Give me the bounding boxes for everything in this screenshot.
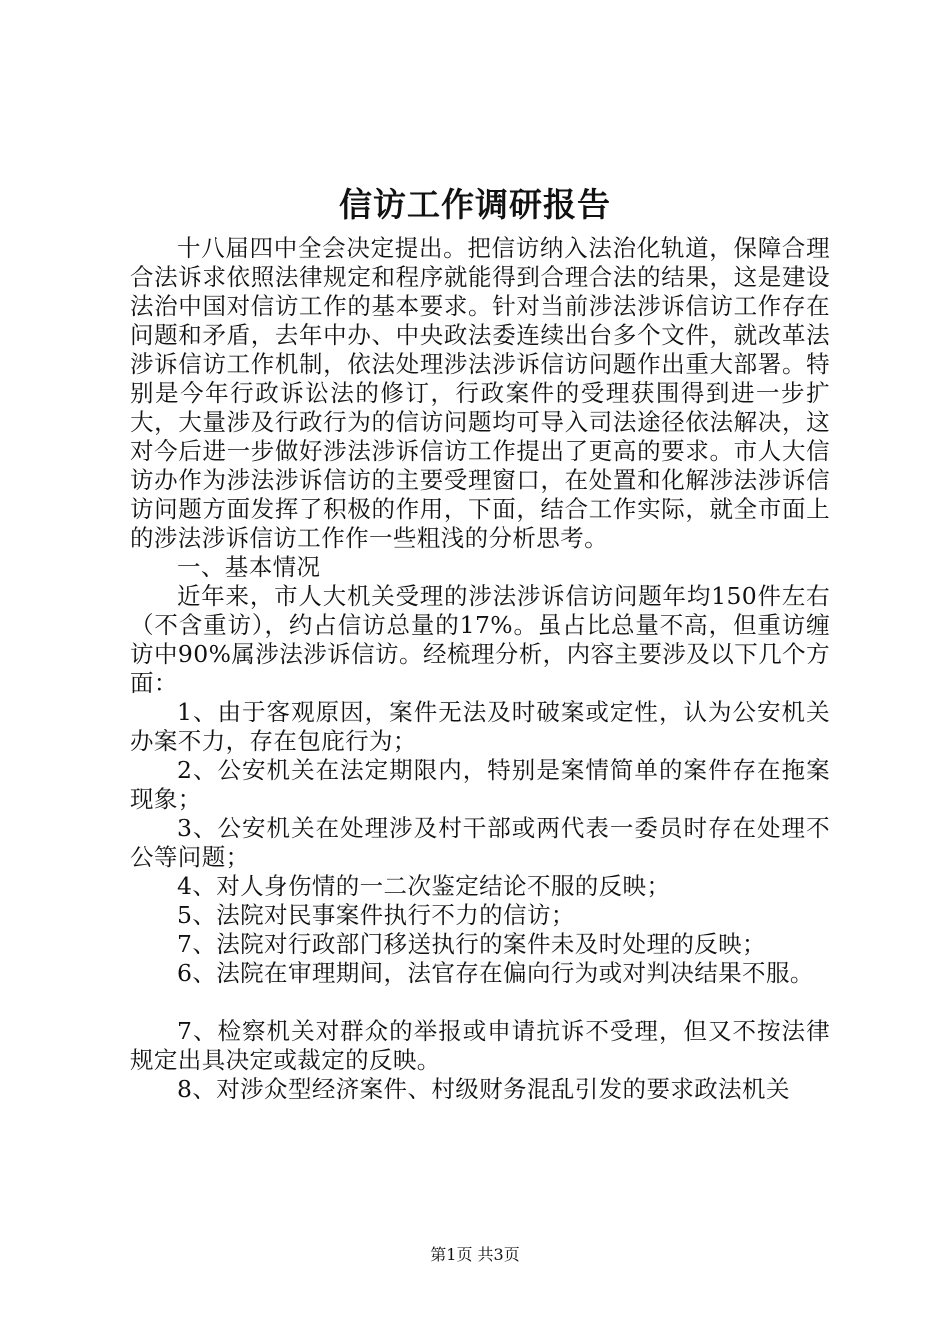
list-item: 4、对人身伤情的一二次鉴定结论不服的反映； <box>177 872 671 900</box>
document-title: 信访工作调研报告 <box>339 185 611 224</box>
blank-line <box>130 988 830 1017</box>
paragraph-overview: 近年来，市人大机关受理的涉法涉诉信访问题年均150件左右（不含重访），约占信访总量的17%。虽占比总量不高，但重访缠访中90%属涉法涉诉信访。经梳理分析，内容主要涉及以下几个方面： <box>130 582 830 697</box>
list-item: 8、对涉众型经济案件、村级财务混乱引发的要求政法机关 <box>177 1075 790 1103</box>
paragraph-intro: 十八届四中全会决定提出。把信访纳入法治化轨道，保障合理合法诉求依照法律规定和程序就能得到合理合法的结果，这是建设法治中国对信访工作的基本要求。针对当前涉法涉诉信访工作存在问题和矛盾，去年中办、中央政法委连续出台多个文件，就改革法涉诉信访工作机制，依法处理涉法涉诉信访问题作出重大部署。特别是今年行政诉讼法的修订，行政案件的受理获围得到进一步扩大，大量涉及行政行为的信访问题均可导入司法途径依法解决，这对今后进一步做好涉法涉诉信访工作提出了更高的要求。市人大信访办作为涉法涉诉信访的主要受理窗口，在处置和化解涉法涉诉信访问题方面发挥了积极的作用，下面，结合工作实际，就全市面上的涉法涉诉信访工作作一些粗浅的分析思考。 <box>130 234 830 552</box>
list-item: 6、法院在审理期间，法官存在偏向行为或对判决结果不服。 <box>177 959 814 987</box>
document-body <box>130 234 830 1104</box>
list-item: 2、公安机关在法定期限内，特别是案情简单的案件存在拖案现象； <box>130 756 830 813</box>
list-item: 7、法院对行政部门移送执行的案件未及时处理的反映； <box>177 930 766 958</box>
page-indicator: 第1页 共3页 <box>430 1245 520 1264</box>
list-item: 1、由于客观原因，案件无法及时破案或定性，认为公安机关办案不力，存在包庇行为； <box>130 698 830 755</box>
list-item: 7、检察机关对群众的举报或申请抗诉不受理，但又不按法律规定出具决定或裁定的反映。 <box>130 1017 830 1074</box>
section-heading: 一、基本情况 <box>177 553 321 581</box>
list-item: 3、公安机关在处理涉及村干部或两代表一委员时存在处理不公等问题； <box>130 814 830 871</box>
list-item: 5、法院对民事案件执行不力的信访； <box>177 901 575 929</box>
